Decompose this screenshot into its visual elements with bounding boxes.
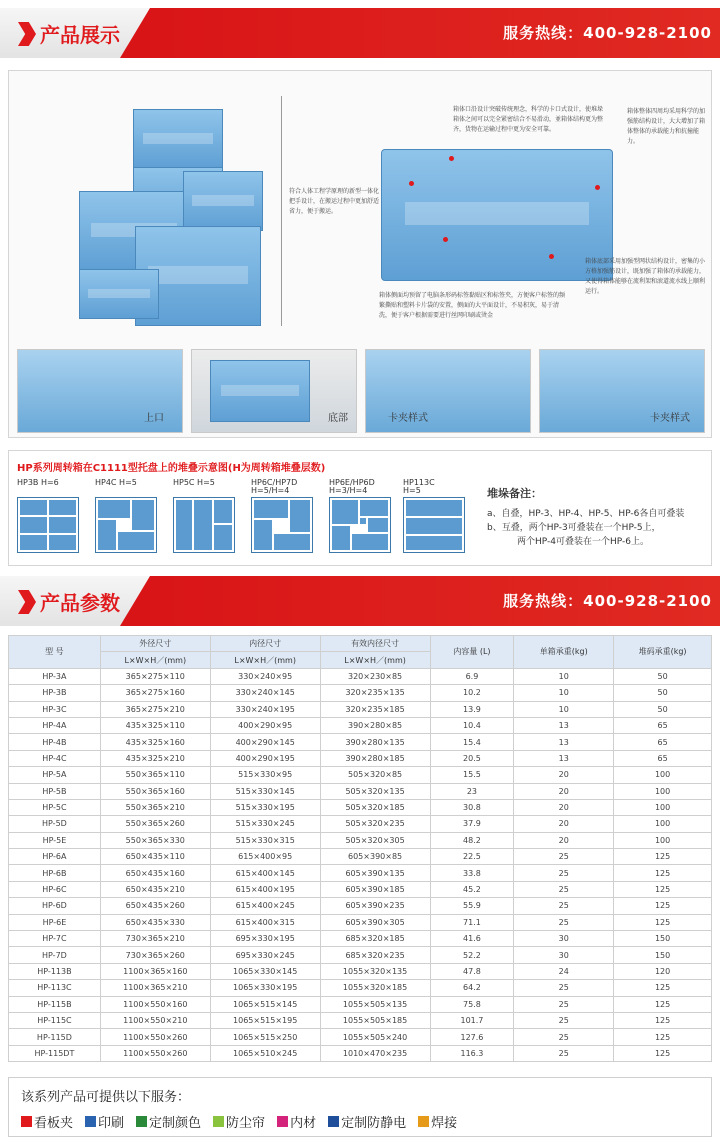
table-row <box>9 717 712 733</box>
stacking-note: a、自叠，HP-3、HP-4、HP-5、HP-6各自可叠装 <box>487 509 685 519</box>
hotline-text: 服务热线：400-928-2100 <box>503 592 712 610</box>
table-cell: 125 <box>614 980 712 996</box>
table-cell: HP-6D <box>9 898 101 914</box>
table-cell: HP-5C <box>9 799 101 815</box>
table-cell: 25 <box>514 914 614 930</box>
service-label: 防尘帘 <box>226 1116 266 1131</box>
th-model: 型 号 <box>9 636 101 669</box>
callout-dot <box>595 185 600 190</box>
color-square-icon <box>85 1116 96 1127</box>
callout-dot <box>549 254 554 259</box>
table-cell: 1055×320×135 <box>320 963 430 979</box>
stack-item <box>403 479 473 553</box>
table-cell: 1055×505×135 <box>320 996 430 1012</box>
table-cell: 71.1 <box>430 914 514 930</box>
services-title: 该系列产品可提供以下服务： <box>21 1090 191 1105</box>
table-cell: 37.9 <box>430 816 514 832</box>
table-cell: 13 <box>514 734 614 750</box>
table-cell: 615×400×95 <box>210 849 320 865</box>
table-cell: 320×230×85 <box>320 668 430 684</box>
table-cell: 25 <box>514 980 614 996</box>
table-cell: 50 <box>614 668 712 684</box>
table-row <box>9 767 712 783</box>
table-cell: 605×390×305 <box>320 914 430 930</box>
table-cell: HP-5E <box>9 832 101 848</box>
table-cell: 52.2 <box>430 947 514 963</box>
table-cell: 25 <box>514 881 614 897</box>
table-cell: 1065×515×250 <box>210 1029 320 1045</box>
table-cell: 10 <box>514 685 614 701</box>
thumb-caption: 上口 <box>144 413 164 424</box>
color-square-icon <box>21 1116 32 1127</box>
table-cell: 25 <box>514 1029 614 1045</box>
table-cell: 15.5 <box>430 767 514 783</box>
table-row <box>9 685 712 701</box>
callout-dot <box>409 181 414 186</box>
pallet-diagram <box>251 497 313 553</box>
service-label: 印刷 <box>98 1116 125 1131</box>
table-row <box>9 783 712 799</box>
table-cell: 1100×550×260 <box>100 1045 210 1061</box>
service-label: 看板夹 <box>34 1116 74 1131</box>
service-item <box>85 1112 124 1131</box>
divider-line <box>281 96 282 326</box>
table-row <box>9 931 712 947</box>
table-cell: 550×365×330 <box>100 832 210 848</box>
service-label: 焊接 <box>431 1116 458 1131</box>
table-cell: 1100×365×210 <box>100 980 210 996</box>
table-row <box>9 668 712 684</box>
service-label: 定制防静电 <box>341 1116 407 1131</box>
table-row <box>9 865 712 881</box>
service-label: 定制颜色 <box>149 1116 202 1131</box>
services-box <box>8 1077 712 1137</box>
table-cell: HP-6B <box>9 865 101 881</box>
table-cell: 150 <box>614 931 712 947</box>
table-cell: 116.3 <box>430 1045 514 1061</box>
table-cell: 125 <box>614 1029 712 1045</box>
callout-dot <box>443 237 448 242</box>
table-cell: HP-4A <box>9 717 101 733</box>
table-cell: 1100×550×260 <box>100 1029 210 1045</box>
thumb-caption: 卡夹样式 <box>650 413 690 424</box>
table-cell: 435×325×160 <box>100 734 210 750</box>
th-capacity: 内容量 (L) <box>430 636 514 669</box>
table-cell: 400×290×95 <box>210 717 320 733</box>
table-cell: HP-3C <box>9 701 101 717</box>
table-cell: 1065×510×245 <box>210 1045 320 1061</box>
stack-label: HP4C H=5 <box>95 478 137 487</box>
table-row <box>9 1012 712 1028</box>
table-cell: 13 <box>514 717 614 733</box>
stacking-title: HP系列周转箱在C1111型托盘上的堆叠示意图(H为周转箱堆叠层数) <box>17 463 326 474</box>
table-cell: 1065×330×195 <box>210 980 320 996</box>
table-cell: 1055×505×185 <box>320 1012 430 1028</box>
table-cell: 615×400×195 <box>210 881 320 897</box>
stack-label: HP113C H=5 <box>403 478 435 495</box>
table-cell: 125 <box>614 849 712 865</box>
table-cell: 515×330×195 <box>210 799 320 815</box>
table-cell: 20 <box>514 816 614 832</box>
table-cell: 320×235×185 <box>320 701 430 717</box>
table-cell: 550×365×160 <box>100 783 210 799</box>
table-cell: 100 <box>614 799 712 815</box>
table-cell: 10.2 <box>430 685 514 701</box>
table-cell: 45.2 <box>430 881 514 897</box>
table-cell: 25 <box>514 1012 614 1028</box>
pallet-diagram <box>329 497 391 553</box>
table-cell: 125 <box>614 914 712 930</box>
table-row <box>9 963 712 979</box>
table-cell: 120 <box>614 963 712 979</box>
banner-title: 产品展示 <box>40 23 120 47</box>
th-effective: 有效内径尺寸 <box>320 636 430 652</box>
table-cell: 550×365×210 <box>100 799 210 815</box>
product-display-banner <box>0 8 720 58</box>
note-side: 箱体侧面均预留了电脑条形码标签黏贴区和标签夹，方便客户标签的频繁撕贴和塑料卡片袋的安置，侧面的大平面设计，不易积灰，易于清洗，便于客户根据需要进行丝网印刷或烫金 <box>379 292 566 319</box>
table-cell: 33.8 <box>430 865 514 881</box>
service-item <box>21 1112 73 1131</box>
table-cell: 1065×515×195 <box>210 1012 320 1028</box>
table-cell: 605×390×185 <box>320 881 430 897</box>
table-row <box>9 1029 712 1045</box>
pallet-diagram <box>95 497 157 553</box>
table-cell: 25 <box>514 849 614 865</box>
th-inner: 内径尺寸 <box>210 636 320 652</box>
stack-item <box>95 479 165 553</box>
table-cell: 685×320×185 <box>320 931 430 947</box>
table-cell: HP-7C <box>9 931 101 947</box>
table-cell: 605×390×85 <box>320 849 430 865</box>
stacking-note: 两个HP-4可叠装在一个HP-6上。 <box>517 537 649 547</box>
table-row <box>9 914 712 930</box>
stacking-note: b、互叠，两个HP-3可叠装在一个HP-5上， <box>487 523 661 533</box>
note-rim: 箱体口沿设计突破传统理念，科学的卡口式设计，使堆垛箱体之间可以完全紧密结合不易滑动，並箱体结构更为整齐，货物在运输过程中更为安全可靠。 <box>453 106 604 133</box>
table-cell: 320×235×135 <box>320 685 430 701</box>
color-square-icon <box>213 1116 224 1127</box>
table-cell: 435×325×210 <box>100 750 210 766</box>
table-cell: 100 <box>614 816 712 832</box>
thumb-clip-style-1 <box>365 349 531 433</box>
table-cell: 615×400×315 <box>210 914 320 930</box>
product-showcase <box>8 70 712 438</box>
stack-item <box>173 479 243 553</box>
th-unit: L×W×H／(mm) <box>320 652 430 668</box>
table-cell: 100 <box>614 783 712 799</box>
stack-label: HP6C/HP7D H=5/H=4 <box>251 478 298 495</box>
table-cell: HP-6C <box>9 881 101 897</box>
table-cell: 30 <box>514 947 614 963</box>
callout-dot <box>449 156 454 161</box>
service-item <box>277 1112 316 1131</box>
service-item <box>136 1112 201 1131</box>
table-cell: HP-3A <box>9 668 101 684</box>
table-row <box>9 832 712 848</box>
color-square-icon <box>328 1116 339 1127</box>
stacking-notes-title: 堆垛备注： <box>487 487 542 500</box>
hotline-text: 服务热线：400-928-2100 <box>503 24 712 42</box>
table-cell: HP-115B <box>9 996 101 1012</box>
table-cell: 13 <box>514 750 614 766</box>
table-cell: 650×435×210 <box>100 881 210 897</box>
table-cell: 100 <box>614 767 712 783</box>
stack-item <box>329 479 399 553</box>
table-cell: 20 <box>514 767 614 783</box>
table-cell: 695×330×245 <box>210 947 320 963</box>
table-cell: 20 <box>514 832 614 848</box>
table-cell: 41.6 <box>430 931 514 947</box>
stack-label: HP5C H=5 <box>173 478 215 487</box>
table-cell: 650×435×160 <box>100 865 210 881</box>
table-cell: HP-6A <box>9 849 101 865</box>
table-cell: 365×275×160 <box>100 685 210 701</box>
table-cell: 75.8 <box>430 996 514 1012</box>
note-bottom: 箱体底部采用加强型网状结构设计，密集的小方格加强筋设计，既加强了箱体的承载能力，又使得箱体能够在流利架和滚道流水线上顺利运行。 <box>585 258 706 295</box>
table-cell: 505×320×235 <box>320 816 430 832</box>
table-cell: 24 <box>514 963 614 979</box>
table-cell: 1055×320×185 <box>320 980 430 996</box>
table-cell: 20 <box>514 799 614 815</box>
table-cell: 23 <box>430 783 514 799</box>
table-cell: 125 <box>614 1045 712 1061</box>
thumb-clip-style-2 <box>539 349 705 433</box>
table-cell: 64.2 <box>430 980 514 996</box>
table-cell: HP-3B <box>9 685 101 701</box>
table-cell: 330×240×195 <box>210 701 320 717</box>
th-outer: 外径尺寸 <box>100 636 210 652</box>
table-cell: 330×240×145 <box>210 685 320 701</box>
table-cell: 125 <box>614 865 712 881</box>
table-cell: 550×365×260 <box>100 816 210 832</box>
table-cell: HP-113C <box>9 980 101 996</box>
table-cell: 127.6 <box>430 1029 514 1045</box>
table-cell: 25 <box>514 865 614 881</box>
table-row <box>9 816 712 832</box>
table-row <box>9 701 712 717</box>
table-cell: 22.5 <box>430 849 514 865</box>
th-load: 单箱承重(kg) <box>514 636 614 669</box>
table-cell: 25 <box>514 1045 614 1061</box>
pallet-diagram <box>173 497 235 553</box>
table-cell: HP-115DT <box>9 1045 101 1061</box>
service-item <box>213 1112 265 1131</box>
table-cell: 605×390×235 <box>320 898 430 914</box>
table-cell: 730×365×260 <box>100 947 210 963</box>
table-cell: 125 <box>614 1012 712 1028</box>
table-cell: 400×290×145 <box>210 734 320 750</box>
stacking-diagram <box>8 450 712 566</box>
table-cell: 25 <box>514 898 614 914</box>
service-item <box>328 1112 406 1131</box>
table-cell: 650×435×260 <box>100 898 210 914</box>
table-cell: 650×435×110 <box>100 849 210 865</box>
table-cell: 615×400×245 <box>210 898 320 914</box>
table-row <box>9 881 712 897</box>
color-square-icon <box>418 1116 429 1127</box>
table-cell: 550×365×110 <box>100 767 210 783</box>
table-cell: 515×330×95 <box>210 767 320 783</box>
product-params-banner <box>0 576 720 626</box>
table-cell: 505×320×305 <box>320 832 430 848</box>
spec-table-body <box>9 668 712 1061</box>
table-cell: 10 <box>514 668 614 684</box>
table-row <box>9 1045 712 1061</box>
table-cell: 1100×550×210 <box>100 1012 210 1028</box>
table-row <box>9 734 712 750</box>
table-cell: HP-5A <box>9 767 101 783</box>
table-cell: 330×240×95 <box>210 668 320 684</box>
table-cell: HP-4B <box>9 734 101 750</box>
table-cell: 505×320×185 <box>320 799 430 815</box>
stack-label: HP3B H=6 <box>17 478 59 487</box>
table-cell: 730×365×210 <box>100 931 210 947</box>
table-cell: 515×330×145 <box>210 783 320 799</box>
table-cell: 365×275×110 <box>100 668 210 684</box>
table-cell: 10.4 <box>430 717 514 733</box>
table-row <box>9 947 712 963</box>
table-cell: 65 <box>614 717 712 733</box>
table-cell: 150 <box>614 947 712 963</box>
thumb-caption: 卡夹样式 <box>388 413 428 424</box>
table-cell: 615×400×145 <box>210 865 320 881</box>
pallet-diagram <box>17 497 79 553</box>
table-cell: 505×320×135 <box>320 783 430 799</box>
table-cell: HP-115C <box>9 1012 101 1028</box>
table-row <box>9 898 712 914</box>
th-unit: L×W×H／(mm) <box>210 652 320 668</box>
spec-table <box>8 635 712 1062</box>
table-cell: 30.8 <box>430 799 514 815</box>
thumb-top-rim <box>17 349 183 433</box>
color-square-icon <box>277 1116 288 1127</box>
table-cell: 400×290×195 <box>210 750 320 766</box>
table-row <box>9 996 712 1012</box>
table-cell: 390×280×135 <box>320 734 430 750</box>
table-cell: 605×390×135 <box>320 865 430 881</box>
table-cell: 25 <box>514 996 614 1012</box>
table-row <box>9 849 712 865</box>
note-ribs: 箱体整体四周均采用科学的加强筋结构设计，大大增加了箱体整体的承载能力和抗撞能力。 <box>627 108 706 145</box>
table-cell: 1065×515×145 <box>210 996 320 1012</box>
table-cell: 65 <box>614 750 712 766</box>
table-row <box>9 799 712 815</box>
table-cell: HP-113B <box>9 963 101 979</box>
table-cell: 125 <box>614 881 712 897</box>
table-cell: 65 <box>614 734 712 750</box>
thumb-bottom <box>191 349 357 433</box>
table-cell: 125 <box>614 996 712 1012</box>
table-cell: HP-7D <box>9 947 101 963</box>
stack-label: HP6E/HP6D H=3/H=4 <box>329 478 375 495</box>
table-cell: 15.4 <box>430 734 514 750</box>
table-cell: 1100×550×160 <box>100 996 210 1012</box>
table-cell: 365×275×210 <box>100 701 210 717</box>
table-cell: 390×280×85 <box>320 717 430 733</box>
table-cell: 435×325×110 <box>100 717 210 733</box>
table-cell: 55.9 <box>430 898 514 914</box>
stack-item <box>17 479 87 553</box>
table-cell: 10 <box>514 701 614 717</box>
table-cell: 515×330×245 <box>210 816 320 832</box>
table-cell: 101.7 <box>430 1012 514 1028</box>
color-square-icon <box>136 1116 147 1127</box>
table-cell: HP-5D <box>9 816 101 832</box>
table-cell: HP-6E <box>9 914 101 930</box>
table-cell: 50 <box>614 685 712 701</box>
table-cell: 505×320×85 <box>320 767 430 783</box>
table-cell: 1055×505×240 <box>320 1029 430 1045</box>
table-cell: 30 <box>514 931 614 947</box>
table-cell: HP-5B <box>9 783 101 799</box>
table-cell: 50 <box>614 701 712 717</box>
note-handle: 符合人体工程学原理的新型一体化把手设计，在搬运过程中更加舒适省力，便于搬运。 <box>289 188 380 215</box>
service-item <box>418 1112 457 1131</box>
th-unit: L×W×H／(mm) <box>100 652 210 668</box>
pallet-diagram <box>403 497 465 553</box>
table-cell: HP-115D <box>9 1029 101 1045</box>
table-cell: 515×330×315 <box>210 832 320 848</box>
table-cell: 20 <box>514 783 614 799</box>
stack-item <box>251 479 321 553</box>
table-row <box>9 750 712 766</box>
table-cell: 695×330×195 <box>210 931 320 947</box>
thumb-caption: 底部 <box>328 413 348 424</box>
table-row <box>9 980 712 996</box>
main-crate-image <box>381 149 613 281</box>
table-cell: 100 <box>614 832 712 848</box>
table-cell: 13.9 <box>430 701 514 717</box>
table-cell: 650×435×330 <box>100 914 210 930</box>
table-cell: 47.8 <box>430 963 514 979</box>
table-cell: 1010×470×235 <box>320 1045 430 1061</box>
banner-title: 产品参数 <box>40 591 120 615</box>
table-cell: 1100×365×160 <box>100 963 210 979</box>
table-cell: 6.9 <box>430 668 514 684</box>
table-cell: 1065×330×145 <box>210 963 320 979</box>
service-label: 内材 <box>290 1116 317 1131</box>
table-cell: 48.2 <box>430 832 514 848</box>
stacking-notes <box>487 487 707 549</box>
th-stack: 堆码承重(kg) <box>614 636 712 669</box>
table-cell: HP-4C <box>9 750 101 766</box>
table-cell: 125 <box>614 898 712 914</box>
table-cell: 20.5 <box>430 750 514 766</box>
table-cell: 685×320×235 <box>320 947 430 963</box>
services-list <box>21 1112 457 1131</box>
table-cell: 390×280×185 <box>320 750 430 766</box>
